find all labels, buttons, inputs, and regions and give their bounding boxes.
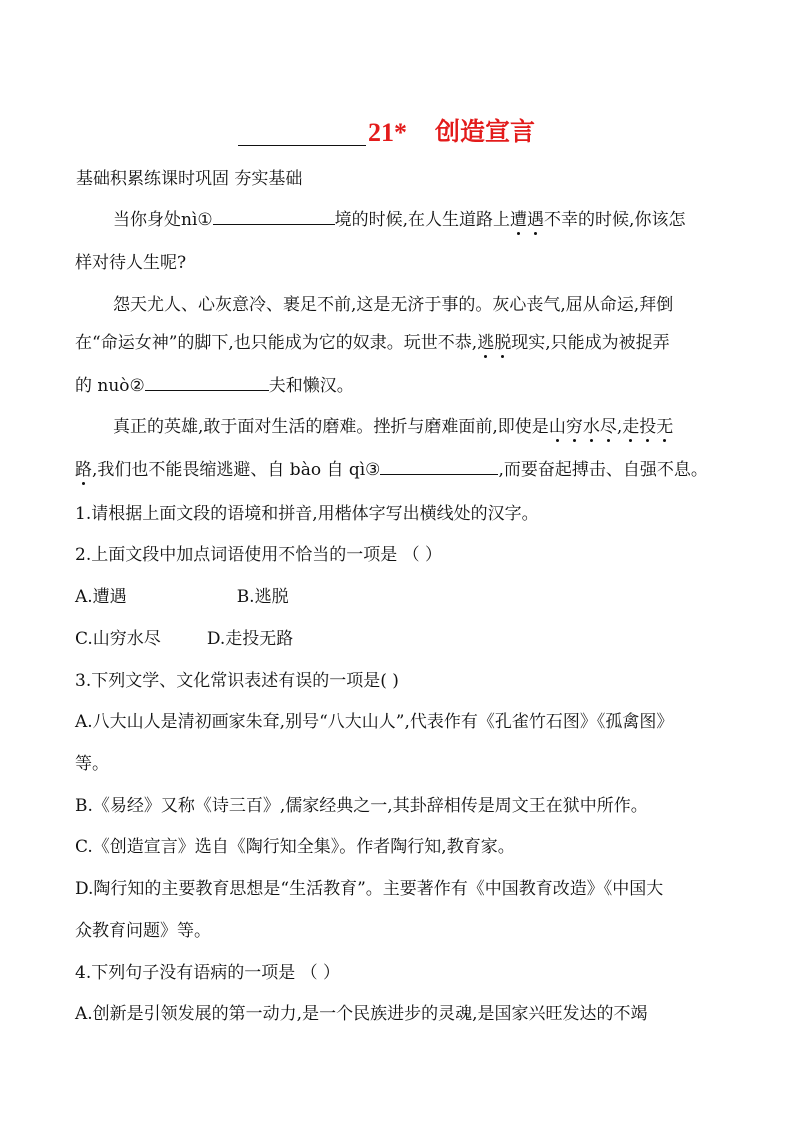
dotted-char: 逃 [477, 333, 495, 353]
passage-line-6 [113, 416, 673, 438]
passage-text: 当你身处nì① [113, 210, 213, 230]
passage-text: 的 nuò② [75, 376, 145, 396]
question-2-options-row-2 [75, 628, 293, 650]
question-3-option-d-cont: 众教育问题》等。 [75, 921, 211, 941]
question-3-option-a-cont: 等。 [75, 754, 109, 774]
question-2: 2.上面文段中加点词语使用不恰当的一项是 （ ） [75, 545, 443, 565]
dotted-char: 遭 [510, 210, 528, 230]
passage-text: ,我们也不能畏缩逃避、自 bào 自 qì③ [92, 460, 381, 480]
passage-text: ,而要奋起搏击、自强不息。 [498, 460, 708, 480]
dotted-char: 路 [75, 460, 92, 480]
question-3-option-c[interactable]: C.《创造宣言》选自《陶行知全集》。作者陶行知,教育家。 [75, 837, 515, 857]
lesson-title-text: 创造宣言 [435, 117, 536, 146]
passage-text: 在“命运女神”的脚下,也只能成为它的奴隶。玩世不恭, [75, 333, 478, 353]
dotted-char: 穷 [565, 417, 583, 437]
passage-line-7 [75, 458, 708, 481]
option-c[interactable]: C.山穷水尽 [75, 629, 161, 649]
dotted-char: 无 [656, 417, 674, 437]
dotted-char: 投 [639, 417, 657, 437]
option-d[interactable]: D.走投无路 [206, 629, 294, 649]
fill-blank-1[interactable] [213, 208, 335, 225]
lesson-title [238, 112, 658, 146]
question-3: 3.下列文学、文化常识表述有误的一项是( ) [75, 671, 399, 691]
fill-blank-2[interactable] [145, 374, 269, 391]
dotted-char: 水 [582, 417, 600, 437]
passage-line-4 [75, 332, 670, 354]
passage-line-3: 怨天尤人、心灰意冷、裹足不前,这是无济于事的。灰心丧气,屈从命运,拜倒 [113, 295, 674, 315]
option-a[interactable]: A.遭遇 [75, 587, 127, 607]
dotted-char: 尽 [599, 417, 617, 437]
passage-text: 真正的英雄,敢于面对生活的磨难。挫折与磨难面前,即使是 [113, 417, 549, 437]
question-4: 4.下列句子没有语病的一项是 （ ） [75, 963, 341, 983]
passage-text: , [616, 417, 623, 437]
passage-line-1 [113, 208, 685, 231]
passage-text: 不幸的时候,你该怎 [544, 210, 686, 230]
dotted-char: 遇 [527, 210, 545, 230]
question-3-option-a[interactable]: A.八大山人是清初画家朱耷,别号“八大山人”,代表作有《孔雀竹石图》《孤禽图》 [75, 712, 674, 732]
question-2-options-row-1 [75, 586, 289, 608]
section-heading: 基础积累练课时巩固 夯实基础 [76, 169, 303, 189]
passage-text: 现实,只能成为被捉弄 [511, 333, 670, 353]
question-3-option-b[interactable]: B.《易经》又称《诗三百》,儒家经典之一,其卦辞相传是周文王在狱中所作。 [75, 796, 648, 816]
question-4-option-a[interactable]: A.创新是引领发展的第一动力,是一个民族进步的灵魂,是国家兴旺发达的不竭 [75, 1004, 648, 1024]
passage-text: 夫和懒汉。 [268, 376, 354, 396]
dotted-char: 走 [622, 417, 640, 437]
passage-line-2: 样对待人生呢? [75, 253, 187, 273]
question-3-option-d[interactable]: D.陶行知的主要教育思想是“生活教育”。主要著作有《中国教育改造》《中国大 [75, 879, 664, 899]
lesson-number: 21* [368, 118, 407, 147]
passage-text: 境的时候,在人生道路上 [334, 210, 511, 230]
dotted-char: 脱 [494, 333, 512, 353]
dotted-char: 山 [548, 417, 566, 437]
option-b[interactable]: B.逃脱 [236, 587, 289, 607]
title-blank-line [238, 119, 366, 146]
question-1: 1.请根据上面文段的语境和拼音,用楷体字写出横线处的汉字。 [75, 504, 539, 524]
passage-line-5 [75, 374, 354, 397]
fill-blank-3[interactable] [380, 458, 498, 475]
